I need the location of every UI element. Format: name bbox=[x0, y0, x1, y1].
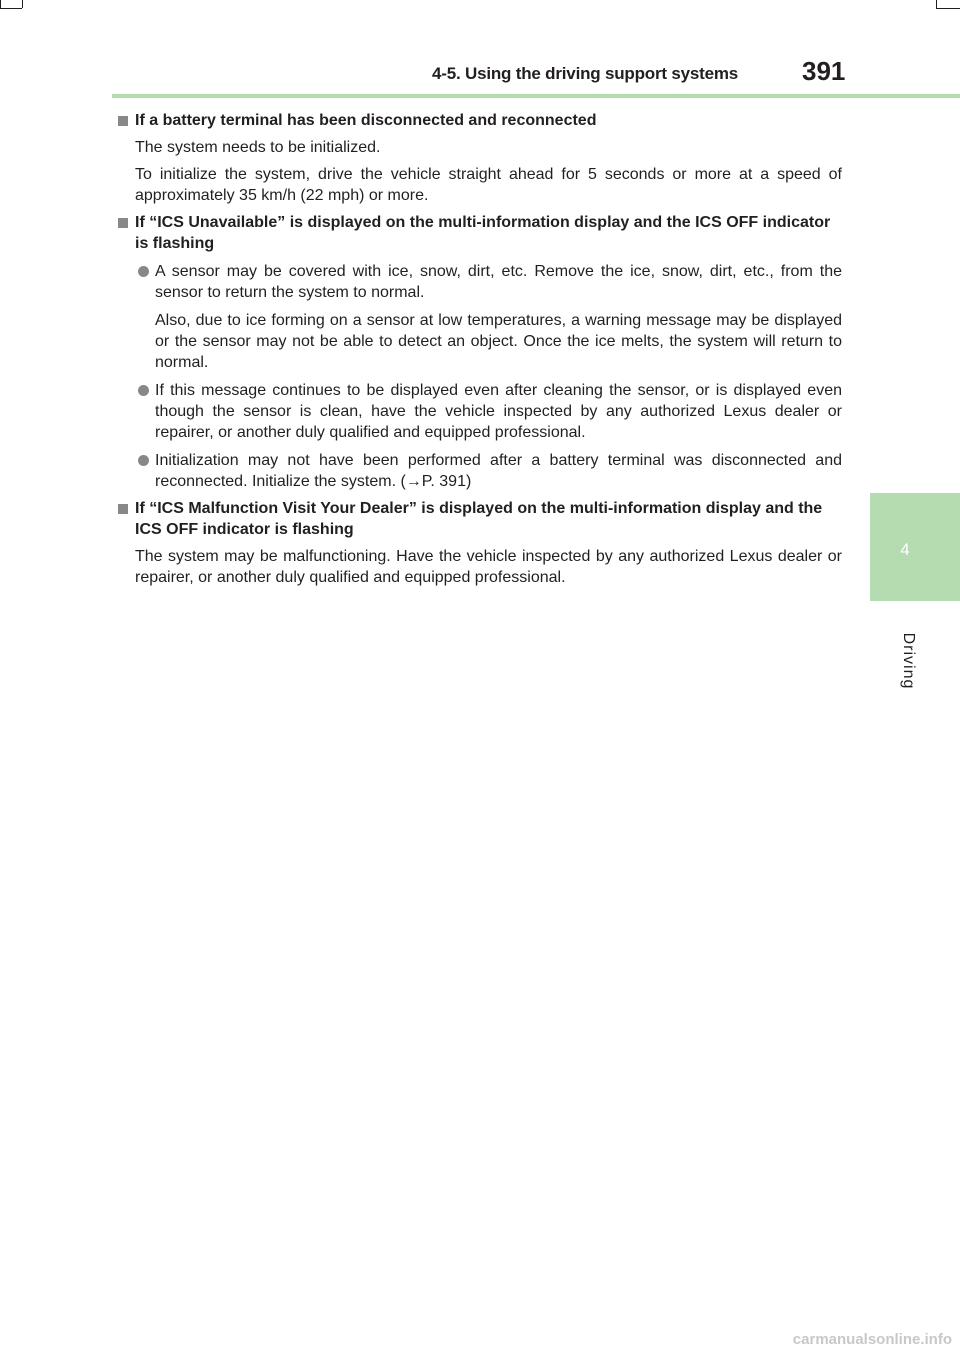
section-heading-text: If a battery terminal has been disconnected and reconnected bbox=[135, 112, 597, 129]
list-item bbox=[135, 261, 842, 373]
header-rule bbox=[112, 94, 960, 98]
page-number: 391 bbox=[802, 56, 846, 86]
section-heading bbox=[116, 212, 842, 254]
section-heading-text: If “ICS Unavailable” is displayed on the multi-information display and the ICS OFF indicator is flashing bbox=[135, 214, 831, 252]
list-item bbox=[135, 450, 842, 492]
section-heading bbox=[116, 110, 842, 131]
circle-bullet-icon bbox=[138, 455, 149, 466]
square-bullet-icon bbox=[118, 218, 128, 228]
section-battery-terminal bbox=[116, 110, 842, 206]
watermark: carmanualsonline.info bbox=[792, 1331, 952, 1348]
crop-mark-top-right-h bbox=[936, 8, 960, 9]
crop-mark-top-left-h bbox=[0, 8, 22, 9]
section-heading-text: If “ICS Malfunction Visit Your Dealer” is displayed on the multi-information display and the ICS OFF indicator is flashing bbox=[135, 500, 823, 538]
page-content bbox=[116, 110, 842, 594]
section-ics-unavailable bbox=[116, 212, 842, 492]
paragraph: The system needs to be initialized. bbox=[135, 139, 381, 156]
crop-mark-top-left bbox=[0, 0, 1, 8]
list-item-text: Also, due to ice forming on a sensor at low temperatures, a warning message may be displayed or the sensor may not be able to detect an object. Once the ice melts, the system will return to normal. bbox=[155, 312, 842, 371]
circle-bullet-icon bbox=[138, 385, 149, 396]
paragraph: The system may be malfunctioning. Have the vehicle inspected by any authorized Lexus dealer or repairer, or another duly qualified and equipped professional. bbox=[135, 548, 842, 586]
square-bullet-icon bbox=[118, 504, 128, 514]
chapter-number: 4 bbox=[900, 540, 910, 559]
crop-mark-top-left-v bbox=[22, 0, 23, 8]
list-item bbox=[135, 380, 842, 443]
section-heading bbox=[116, 498, 842, 540]
chapter-label: Driving bbox=[900, 632, 917, 690]
section-title: 4-5. Using the driving support systems bbox=[432, 64, 739, 83]
square-bullet-icon bbox=[118, 116, 128, 126]
list-item-text: If this message continues to be displayed even after cleaning the sensor, or is displayed even though the sensor is clean, have the vehicle inspected by any authorized Lexus dealer or repairer, or another duly qualified and equipped professional. bbox=[155, 382, 842, 441]
list-item-text: A sensor may be covered with ice, snow, dirt, etc. Remove the ice, snow, dirt, etc., from the sensor to return the system to normal. bbox=[155, 263, 842, 301]
list-item-text: Initialization may not have been performed after a battery terminal was disconnected and reconnected. Initialize the system. (→P. 391) bbox=[155, 452, 842, 490]
crop-mark-top-right-v bbox=[936, 0, 937, 8]
paragraph: To initialize the system, drive the vehicle straight ahead for 5 seconds or more at a speed of approximately 35 km/h (22 mph) or more. bbox=[135, 166, 842, 204]
section-ics-malfunction bbox=[116, 498, 842, 588]
circle-bullet-icon bbox=[138, 266, 149, 277]
